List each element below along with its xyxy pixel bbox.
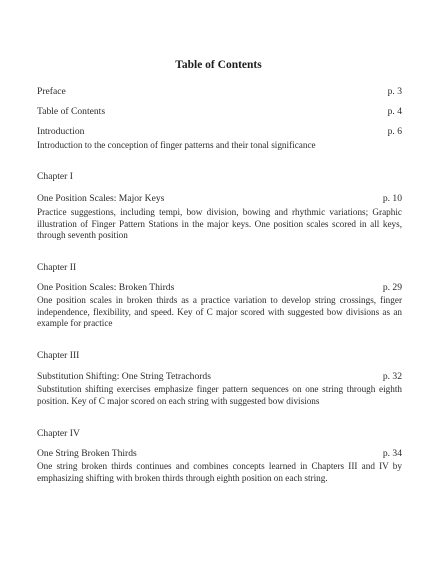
introduction-description: Introduction to the conception of finger patterns and their tonal significance: [37, 140, 316, 150]
chapter-description: One string broken thirds continues and combines concepts learned in Chapters III and IV by emphasizing shifting with broken thirds through eighth position on each string.: [37, 461, 402, 483]
toc-entry-page: p. 6: [387, 126, 402, 137]
toc-entry-chapter-4: [37, 448, 402, 460]
toc-entry-label: Introduction: [37, 126, 85, 137]
toc-entry-page: p. 34: [382, 448, 402, 459]
toc-entry-chapter-3: [37, 371, 402, 383]
toc-entry-page: p. 10: [382, 193, 402, 204]
toc-entry-label: Substitution Shifting: One String Tetrachords: [37, 371, 211, 382]
chapter-heading: Chapter III: [37, 350, 80, 361]
toc-entry-preface: [37, 86, 402, 98]
toc-entry-page: p. 3: [387, 86, 402, 97]
chapter-heading: Chapter II: [37, 262, 77, 273]
chapter-heading: Chapter IV: [37, 428, 80, 439]
toc-entry-label: One String Broken Thirds: [37, 448, 137, 459]
toc-entry-page: p. 4: [387, 106, 402, 117]
toc-entry-introduction: [37, 126, 402, 138]
toc-entry-label: One Position Scales: Broken Thirds: [37, 282, 175, 293]
chapter-description: One position scales in broken thirds as a practice variation to develop string crossings, finger independence, flexibility, and speed. Key of C major scored with suggested bow divisions as an example for practice: [37, 295, 402, 329]
page-title: Table of Contents: [175, 59, 262, 71]
toc-entry-chapter-1: [37, 193, 402, 205]
toc-entry-table-of-contents: [37, 106, 402, 118]
toc-entry-chapter-2: [37, 282, 402, 294]
toc-entry-label: Preface: [37, 86, 66, 97]
chapter-heading: Chapter I: [37, 171, 73, 182]
toc-entry-label: One Position Scales: Major Keys: [37, 193, 165, 204]
toc-entry-page: p. 29: [382, 282, 402, 293]
toc-entry-page: p. 32: [382, 371, 402, 382]
chapter-description: Practice suggestions, including tempi, bow division, bowing and rhythmic variations; Graphic illustration of Finger Pattern Stations in the major keys. One position scales scored in all keys, through seventh position: [37, 207, 402, 241]
toc-entry-label: Table of Contents: [37, 106, 106, 117]
chapter-description: Substitution shifting exercises emphasize finger pattern sequences on one string through eighth position. Key of C major scored on each string with suggested bow divisions: [37, 384, 402, 406]
